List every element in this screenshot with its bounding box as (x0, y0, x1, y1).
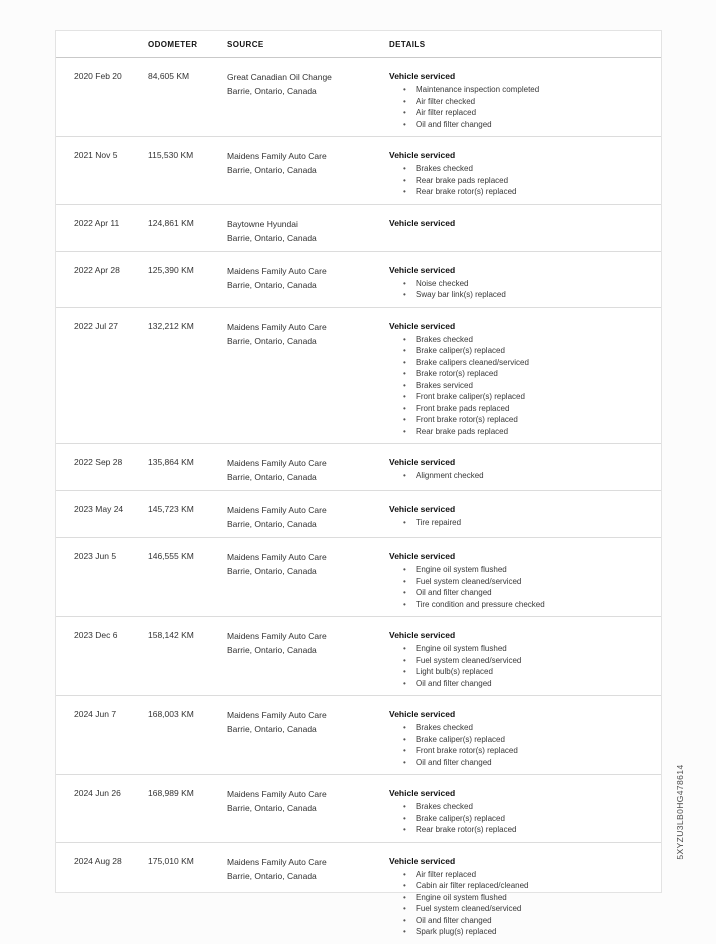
details-list (389, 163, 649, 198)
details-item: • Air filter checked (389, 96, 649, 108)
service-source (227, 708, 389, 768)
source-location: Barrie, Ontario, Canada (227, 165, 317, 175)
source-location: Barrie, Ontario, Canada (227, 645, 317, 655)
details-item: • Alignment checked (389, 470, 649, 482)
source-location: Barrie, Ontario, Canada (227, 279, 317, 290)
table-header-row (56, 31, 661, 58)
source-name: Maidens Family Auto Care (227, 789, 327, 799)
details-list (389, 643, 649, 689)
details-item: • Air filter replaced (389, 107, 649, 119)
details-item: • Fuel system cleaned/serviced (389, 576, 649, 588)
details-title: Vehicle serviced (389, 855, 456, 866)
service-details (389, 456, 649, 484)
service-odometer: 175,010 KM (148, 855, 194, 866)
service-record-row (56, 58, 661, 137)
vin-vertical-label: 5XYZU3LB0HG478614 (675, 764, 685, 860)
service-date: 2022 Apr 28 (74, 264, 120, 275)
details-item: • Front brake pads replaced (389, 403, 649, 415)
details-item: • Engine oil system flushed (389, 643, 649, 655)
service-odometer: 146,555 KM (148, 551, 194, 561)
source-name: Maidens Family Auto Care (227, 505, 327, 515)
service-record-row (56, 444, 661, 491)
details-item: • Rear brake pads replaced (389, 426, 649, 438)
details-item: • Brakes checked (389, 801, 649, 813)
column-header-odometer: ODOMETER (148, 39, 198, 49)
details-item: • Engine oil system flushed (389, 892, 649, 904)
details-title: Vehicle serviced (389, 264, 456, 275)
details-item: • Light bulb(s) replaced (389, 666, 649, 678)
service-date: 2022 Sep 28 (74, 457, 123, 467)
service-source (227, 787, 389, 836)
source-name: Maidens Family Auto Care (227, 321, 327, 332)
details-item: • Front brake rotor(s) replaced (389, 414, 649, 426)
details-title: Vehicle serviced (389, 551, 456, 561)
service-table-body (56, 58, 661, 944)
service-record-row (56, 696, 661, 775)
details-title: Vehicle serviced (389, 217, 456, 228)
details-item: • Tire condition and pressure checked (389, 599, 649, 611)
source-name: Maidens Family Auto Care (227, 710, 327, 720)
details-item: • Brakes serviced (389, 380, 649, 392)
details-item: • Fuel system cleaned/serviced (389, 655, 649, 667)
details-item: • Brakes checked (389, 163, 649, 175)
service-source (227, 217, 389, 245)
details-list (389, 278, 649, 301)
service-source (227, 70, 389, 130)
details-title: Vehicle serviced (389, 709, 456, 719)
source-location: Barrie, Ontario, Canada (227, 870, 317, 881)
source-location: Barrie, Ontario, Canada (227, 86, 317, 96)
service-odometer: 168,989 KM (148, 788, 194, 798)
source-location: Barrie, Ontario, Canada (227, 472, 317, 482)
details-item: • Brake calipers cleaned/serviced (389, 357, 649, 369)
details-item: • Sway bar link(s) replaced (389, 289, 649, 301)
details-item: • Oil and filter changed (389, 119, 649, 131)
details-title: Vehicle serviced (389, 150, 456, 160)
details-item: • Front brake rotor(s) replaced (389, 745, 649, 757)
details-item: • Oil and filter changed (389, 678, 649, 690)
details-item: • Rear brake rotor(s) replaced (389, 186, 649, 198)
source-name: Maidens Family Auto Care (227, 265, 327, 276)
service-record-row (56, 843, 661, 944)
details-item: • Fuel system cleaned/serviced (389, 903, 649, 915)
service-odometer: 168,003 KM (148, 709, 194, 719)
details-item: • Cabin air filter replaced/cleaned (389, 880, 649, 892)
service-odometer: 135,864 KM (148, 457, 194, 467)
service-date: 2021 Nov 5 (74, 150, 118, 160)
service-record-row (56, 775, 661, 843)
source-name: Baytowne Hyundai (227, 218, 298, 229)
details-item: • Front brake caliper(s) replaced (389, 391, 649, 403)
details-item: • Maintenance inspection completed (389, 84, 649, 96)
service-source (227, 550, 389, 610)
service-record-row (56, 137, 661, 205)
details-item: • Oil and filter changed (389, 587, 649, 599)
column-header-details: DETAILS (389, 39, 426, 49)
details-list (389, 869, 649, 938)
service-record-row (56, 491, 661, 538)
details-item: • Noise checked (389, 278, 649, 290)
service-odometer: 158,142 KM (148, 630, 194, 640)
details-list (389, 517, 649, 529)
details-item: • Engine oil system flushed (389, 564, 649, 576)
details-item: • Brake caliper(s) replaced (389, 345, 649, 357)
service-source (227, 149, 389, 198)
service-details (389, 787, 649, 836)
service-date: 2023 May 24 (74, 504, 124, 514)
details-list (389, 470, 649, 482)
service-details (389, 503, 649, 531)
details-title: Vehicle serviced (389, 504, 456, 514)
service-details (389, 550, 649, 610)
service-history-card (55, 30, 662, 936)
source-name: Great Canadian Oil Change (227, 72, 332, 82)
service-date: 2024 Aug 28 (74, 855, 122, 866)
service-source (227, 456, 389, 484)
details-item: • Brakes checked (389, 722, 649, 734)
details-item: • Rear brake rotor(s) replaced (389, 824, 649, 836)
source-location: Barrie, Ontario, Canada (227, 335, 317, 346)
details-list (389, 84, 649, 130)
service-date: 2022 Apr 11 (74, 217, 120, 228)
source-location: Barrie, Ontario, Canada (227, 232, 317, 243)
service-odometer: 124,861 KM (148, 217, 194, 228)
details-list (389, 722, 649, 768)
service-odometer: 84,605 KM (148, 71, 190, 81)
source-location: Barrie, Ontario, Canada (227, 519, 317, 529)
source-location: Barrie, Ontario, Canada (227, 566, 317, 576)
details-title: Vehicle serviced (389, 630, 456, 640)
details-item: • Rear brake pads replaced (389, 175, 649, 187)
service-details (389, 708, 649, 768)
service-odometer: 132,212 KM (148, 320, 194, 331)
details-item: • Tire repaired (389, 517, 649, 529)
service-details (389, 70, 649, 130)
service-source (227, 855, 389, 938)
service-details (389, 629, 649, 689)
service-odometer: 145,723 KM (148, 504, 194, 514)
service-record-row (56, 617, 661, 696)
source-location: Barrie, Ontario, Canada (227, 803, 317, 813)
details-item: • Oil and filter changed (389, 915, 649, 927)
details-list (389, 334, 649, 438)
details-item: • Air filter replaced (389, 869, 649, 881)
service-record-row (56, 308, 661, 445)
source-name: Maidens Family Auto Care (227, 552, 327, 562)
service-date: 2020 Feb 20 (74, 71, 122, 81)
details-list (389, 564, 649, 610)
details-item: • Brake caliper(s) replaced (389, 734, 649, 746)
service-source (227, 320, 389, 438)
service-details (389, 149, 649, 198)
service-source (227, 629, 389, 689)
details-title: Vehicle serviced (389, 320, 456, 331)
details-title: Vehicle serviced (389, 788, 456, 798)
source-name: Maidens Family Auto Care (227, 151, 327, 161)
details-item: • Brake caliper(s) replaced (389, 813, 649, 825)
details-item: • Brakes checked (389, 334, 649, 346)
service-source (227, 503, 389, 531)
column-header-source: SOURCE (227, 39, 264, 49)
service-odometer: 115,530 KM (148, 150, 194, 160)
service-date: 2023 Jun 5 (74, 551, 117, 561)
service-details (389, 855, 649, 938)
service-date: 2024 Jun 7 (74, 709, 117, 719)
service-odometer: 125,390 KM (148, 264, 194, 275)
service-details (389, 217, 649, 245)
service-date: 2022 Jul 27 (74, 320, 118, 331)
details-item: • Brake rotor(s) replaced (389, 368, 649, 380)
service-details (389, 320, 649, 438)
details-item: • Spark plug(s) replaced (389, 926, 649, 938)
details-list (389, 801, 649, 836)
service-record-row (56, 205, 661, 252)
service-record-row (56, 538, 661, 617)
source-name: Maidens Family Auto Care (227, 458, 327, 468)
details-title: Vehicle serviced (389, 457, 456, 467)
service-date: 2024 Jun 26 (74, 788, 121, 798)
service-date: 2023 Dec 6 (74, 630, 118, 640)
service-source (227, 264, 389, 301)
service-record-row (56, 252, 661, 308)
source-name: Maidens Family Auto Care (227, 856, 327, 867)
details-title: Vehicle serviced (389, 71, 456, 81)
service-details (389, 264, 649, 301)
source-name: Maidens Family Auto Care (227, 631, 327, 641)
details-item: • Oil and filter changed (389, 757, 649, 769)
source-location: Barrie, Ontario, Canada (227, 724, 317, 734)
